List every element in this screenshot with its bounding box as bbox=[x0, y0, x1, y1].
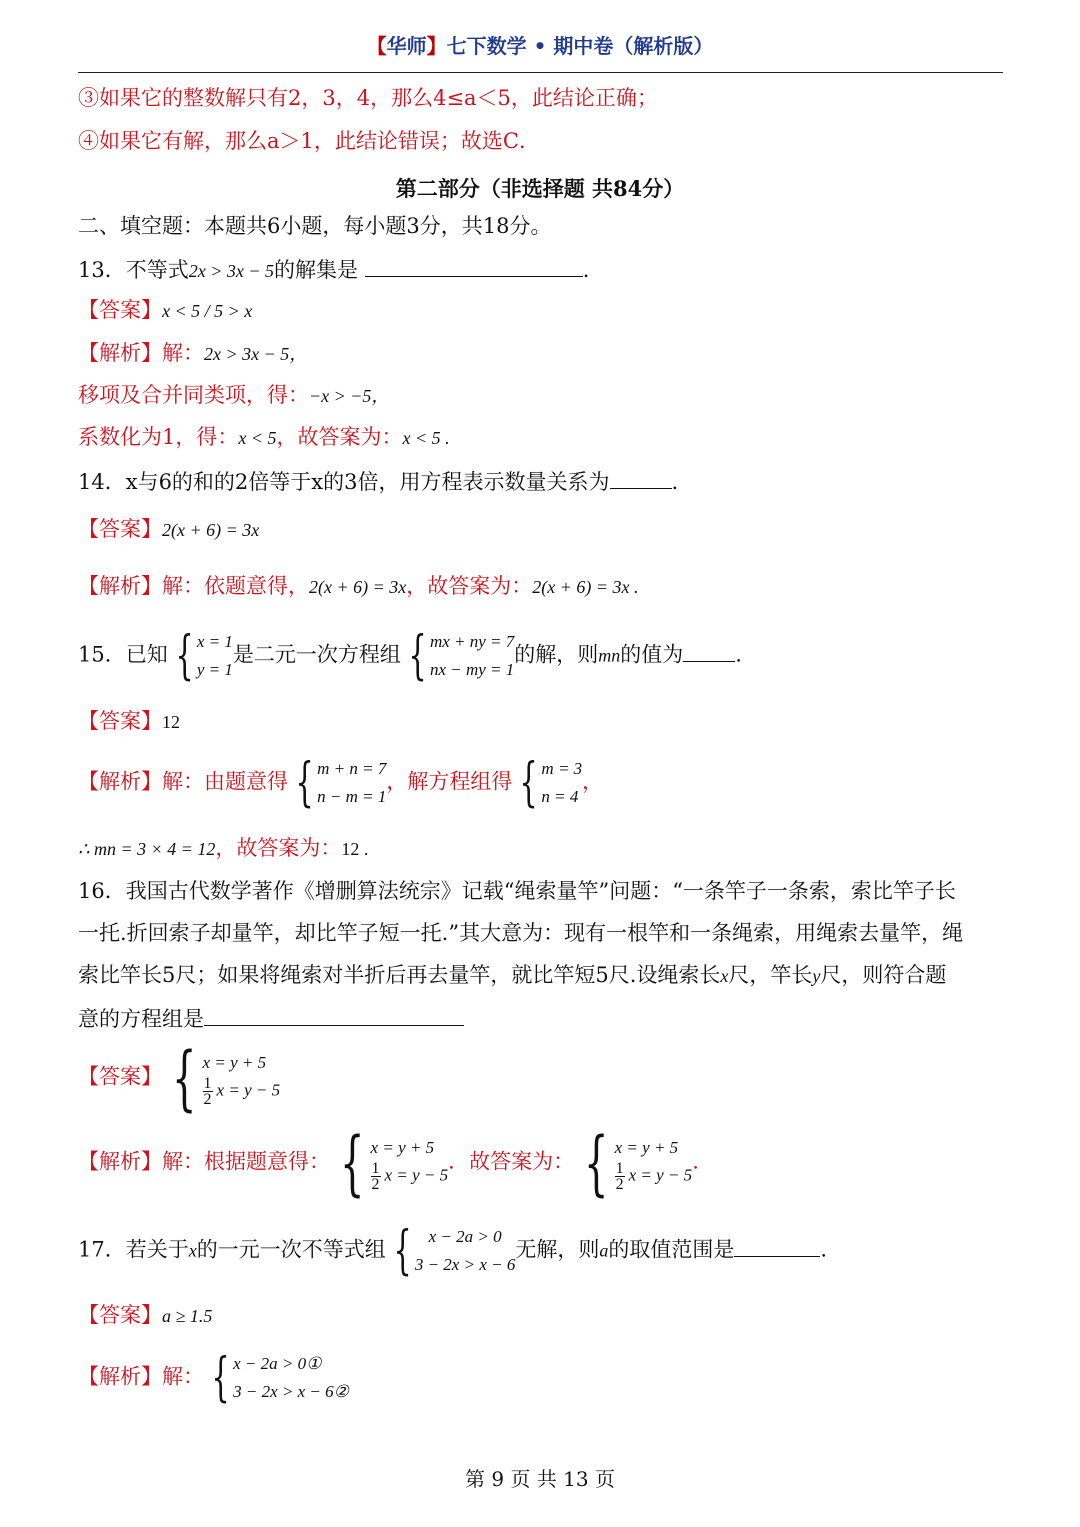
q15-answer-value: 12 bbox=[162, 712, 180, 732]
half-fraction bbox=[203, 1076, 213, 1107]
frac-num: 1 bbox=[203, 1074, 212, 1092]
q16-a-pre: 解：根据题意得： bbox=[162, 1149, 330, 1174]
q16-a-mid: ．故答案为： bbox=[448, 1149, 575, 1174]
header-rule bbox=[78, 72, 1003, 73]
q15-mn: mn bbox=[598, 645, 621, 666]
q13-a1-pre: 解： bbox=[162, 341, 204, 365]
q16-l4: 意的方程组是 bbox=[78, 1007, 204, 1031]
q15-a-sys2-eq1: m = 3 bbox=[541, 759, 583, 778]
q15-sys2-eq2: nx − my = 1 bbox=[429, 660, 515, 679]
q15-stem-d: 的值为 bbox=[620, 642, 684, 667]
answer-tag: 【答案】 bbox=[78, 1303, 162, 1327]
q16-a-system-2 bbox=[574, 1122, 693, 1204]
q17-stem-end: . bbox=[820, 1237, 828, 1262]
q14-stem bbox=[78, 470, 678, 493]
q15-analysis bbox=[78, 755, 603, 811]
q17-a-eq1: x − 2a > 0① bbox=[233, 1354, 322, 1373]
q16-a2-eq1: x = y + 5 bbox=[614, 1137, 679, 1157]
frac-den: 2 bbox=[615, 1175, 624, 1193]
half-fraction bbox=[615, 1161, 625, 1192]
q13-analysis-3 bbox=[78, 427, 450, 448]
q16-a-eq1: x = y + 5 bbox=[370, 1137, 435, 1157]
q13-a3-math1: x < 5 bbox=[238, 428, 277, 448]
brace: { bbox=[519, 753, 538, 813]
q15-analysis-2 bbox=[78, 838, 368, 859]
analysis-tag: 【解析】 bbox=[78, 341, 162, 365]
q15-a-pre: 解：由题意得 bbox=[162, 769, 288, 794]
part2-title: 第二部分（非选择题 共84分） bbox=[395, 176, 685, 201]
q16-var-y: y bbox=[812, 966, 821, 986]
q15-a2-mid: ，故答案为： bbox=[215, 836, 342, 860]
analysis-tag: 【解析】 bbox=[78, 769, 162, 794]
q17-var-x: x bbox=[188, 1240, 197, 1261]
q14-a-math: 2(x + 6) = 3x bbox=[309, 577, 407, 597]
q15-system-2 bbox=[401, 628, 514, 684]
section-2-heading: 二、填空题：本题共6小题，每小题3分，共18分。 bbox=[78, 214, 552, 238]
brace: { bbox=[211, 1348, 230, 1408]
q16-a-system-1 bbox=[330, 1122, 449, 1204]
q15-sys1-eq2: y = 1 bbox=[196, 660, 233, 679]
q13-stem bbox=[78, 258, 589, 281]
q13-a3-mid: ，故答案为： bbox=[276, 425, 403, 449]
q15-stem-a: 15．已知 bbox=[78, 642, 168, 667]
brace: { bbox=[408, 626, 427, 686]
q17-sys-eq1: x − 2a > 0 bbox=[428, 1227, 502, 1246]
q16-l3-a: 索比竿长5尺；如果将绳索对半折后再去量竿，就比竿短5尺.设绳索长 bbox=[78, 963, 721, 987]
analysis-tag: 【解析】 bbox=[78, 574, 162, 598]
q13-a2-pre: 移项及合并同类项，得： bbox=[78, 383, 309, 407]
frac-num: 1 bbox=[615, 1159, 624, 1177]
page-header bbox=[0, 30, 1080, 59]
header-bracket-open: 【 bbox=[366, 34, 387, 58]
brace: { bbox=[393, 1221, 412, 1281]
q16-ans-eq2: x = y − 5 bbox=[216, 1079, 281, 1099]
q17-stem-c: 无解，则 bbox=[515, 1237, 600, 1262]
q17-analysis bbox=[78, 1350, 349, 1406]
q15-system-1 bbox=[168, 628, 233, 684]
q14-blank bbox=[610, 470, 672, 489]
frac-den: 2 bbox=[203, 1090, 212, 1108]
q15-a-sys1-eq2: n − m = 1 bbox=[317, 787, 387, 806]
q17-answer bbox=[78, 1305, 212, 1326]
q14-stem-text: 14．x与6的和的2倍等于x的3倍，用方程表示数量关系为 bbox=[78, 470, 610, 494]
answer-tag: 【答案】 bbox=[78, 709, 162, 733]
q16-a-eq2: x = y − 5 bbox=[384, 1164, 449, 1184]
q13-stem-end: . bbox=[582, 258, 590, 282]
brace: { bbox=[175, 626, 194, 686]
brace: { bbox=[295, 753, 314, 813]
q16-stem-3 bbox=[78, 965, 946, 986]
q15-blank bbox=[683, 643, 735, 662]
frac-num: 1 bbox=[371, 1159, 380, 1177]
q15-a-sys2-eq2: n = 4 bbox=[541, 787, 579, 806]
q16-l3-b: 尺，竿长 bbox=[728, 963, 813, 987]
prev-item-4: ④如果它有解，那么a＞1，此结论错误；故选C． bbox=[78, 129, 540, 153]
brace: { bbox=[340, 1122, 365, 1204]
q15-stem-end: . bbox=[735, 642, 742, 667]
q13-a3-pre: 系数化为1，得： bbox=[78, 425, 239, 449]
q15-sys1-eq1: x = 1 bbox=[196, 632, 233, 651]
q16-var-x: x bbox=[720, 966, 729, 986]
q17-a-system bbox=[204, 1350, 349, 1406]
brace: { bbox=[172, 1037, 197, 1119]
half-fraction bbox=[371, 1161, 381, 1192]
q17-blank bbox=[734, 1238, 820, 1257]
page-footer: 第 9 页 共 13 页 bbox=[465, 1467, 615, 1491]
q14-a-math2: 2(x + 6) = 3x . bbox=[532, 577, 639, 597]
q13-a1-math: 2x > 3x − 5， bbox=[204, 344, 308, 364]
q13-answer bbox=[78, 300, 252, 321]
q15-answer bbox=[78, 711, 180, 732]
answer-tag: 【答案】 bbox=[78, 517, 162, 541]
q16-a2-eq2: x = y − 5 bbox=[628, 1164, 693, 1184]
q17-answer-value: a ≥ 1.5 bbox=[162, 1306, 213, 1326]
answer-tag: 【答案】 bbox=[78, 298, 162, 322]
q16-analysis bbox=[78, 1122, 699, 1204]
q17-system bbox=[386, 1223, 516, 1279]
q15-a2-val: 12 . bbox=[341, 839, 369, 859]
header-title: 七下数学 • 期中卷（解析版） bbox=[446, 34, 714, 58]
analysis-tag: 【解析】 bbox=[78, 1364, 162, 1389]
q13-blank bbox=[365, 258, 583, 277]
q16-stem-4 bbox=[78, 1007, 464, 1030]
analysis-tag: 【解析】 bbox=[78, 1149, 162, 1174]
prev-item-3: ③如果它的整数解只有2，3，4，那么4≤a＜5，此结论正确； bbox=[78, 86, 658, 110]
q15-stem-b: 是二元一次方程组 bbox=[232, 642, 401, 667]
q16-ans-eq1: x = y + 5 bbox=[202, 1052, 267, 1072]
q16-stem-2: 一托.折回索子却量竿，却比竿子短一托.”其大意为：现有一根竿和一条绳索，用绳索去量竿，绳 bbox=[78, 921, 964, 945]
q15-sys2-eq1: mx + ny = 7 bbox=[429, 632, 515, 651]
header-bracket-close: 】 bbox=[426, 34, 447, 58]
q16-a-end: . bbox=[692, 1149, 699, 1174]
q15-a2-math: ∴ mn = 3 × 4 = 12 bbox=[78, 839, 216, 859]
q13-a3-math2: x < 5 . bbox=[402, 428, 450, 448]
q16-answer bbox=[78, 1037, 281, 1119]
q17-a-pre: 解： bbox=[162, 1364, 204, 1389]
q15-stem-c: 的解，则 bbox=[514, 642, 599, 667]
frac-den: 2 bbox=[371, 1175, 380, 1193]
q16-l3-c: 尺，则符合题 bbox=[820, 963, 947, 987]
q13-analysis-1 bbox=[78, 343, 307, 364]
q16-stem-1: 16．我国古代数学著作《增删算法统宗》记载“绳索量竿”问题：“一条竿子一条索，索比竿子长 bbox=[78, 879, 956, 903]
q13-stem-b: 的解集是 bbox=[274, 258, 359, 282]
q15-a-sys1-eq1: m + n = 7 bbox=[317, 759, 387, 778]
q13-analysis-2 bbox=[78, 385, 389, 406]
answer-tag: 【答案】 bbox=[78, 1064, 162, 1089]
q17-var-a: a bbox=[599, 1240, 609, 1261]
q13-stem-a: 13．不等式 bbox=[78, 258, 189, 282]
q13-inequality: 2x > 3x − 5 bbox=[188, 261, 275, 281]
q13-answer-value: x < 5 / 5 > x bbox=[162, 301, 253, 321]
header-publisher: 华师 bbox=[386, 34, 427, 58]
q16-blank bbox=[204, 1007, 464, 1026]
brace: { bbox=[584, 1122, 609, 1204]
q17-sys-eq2: 3 − 2x > x − 6 bbox=[414, 1255, 516, 1274]
q14-stem-end: . bbox=[671, 470, 679, 494]
q14-answer bbox=[78, 519, 259, 540]
q14-analysis bbox=[78, 576, 639, 597]
q14-answer-value: 2(x + 6) = 3x bbox=[162, 520, 260, 540]
q15-a-end: ， bbox=[582, 769, 604, 794]
q17-a-eq2: 3 − 2x > x − 6② bbox=[233, 1382, 349, 1401]
q14-a-pre: 解：依题意得， bbox=[162, 574, 309, 598]
q15-a-system-1 bbox=[288, 755, 386, 811]
q14-a-mid: ，故答案为： bbox=[406, 574, 533, 598]
q17-stem bbox=[78, 1223, 827, 1279]
q15-a-mid: ，解方程组得 bbox=[386, 769, 513, 794]
q15-stem bbox=[78, 628, 742, 684]
q13-a2-math: −x > −5， bbox=[309, 386, 390, 406]
q16-answer-system bbox=[162, 1037, 281, 1119]
q15-a-system-2 bbox=[512, 755, 582, 811]
q17-stem-a: 17．若关于 bbox=[78, 1237, 189, 1262]
q17-stem-d: 的取值范围是 bbox=[608, 1237, 735, 1262]
q17-stem-b: 的一元一次不等式组 bbox=[196, 1237, 386, 1262]
